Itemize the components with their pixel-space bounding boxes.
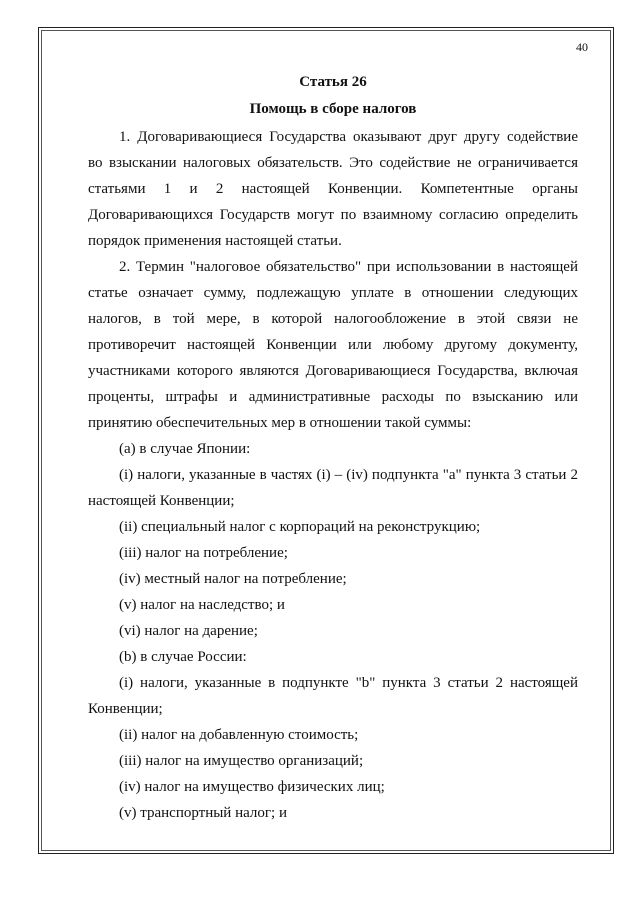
- article-subtitle: Помощь в сборе налогов: [249, 101, 417, 117]
- list-item: (iv) местный налог на потребление;: [119, 571, 347, 587]
- text-line: противоречит настоящей Конвенции или любому другому документу,: [88, 337, 578, 353]
- text-line: налогов, в той мере, в которой налогообложение в этой связи не: [88, 311, 578, 327]
- list-item: (i) налоги, указанные в частях (i) – (iv) подпункта "a" пункта 3 статьи 2: [119, 467, 578, 483]
- text-line: принятию обеспечительных мер в отношении такой суммы:: [88, 415, 472, 431]
- list-item: (i) налоги, указанные в подпункте "b" пункта 3 статьи 2 настоящей: [119, 675, 578, 691]
- list-item: (v) транспортный налог; и: [119, 805, 287, 821]
- text-line: 1. Договаривающиеся Государства оказывают друг другу содействие: [119, 129, 578, 145]
- list-item: (iii) налог на имущество организаций;: [119, 753, 364, 769]
- list-item: (ii) специальный налог с корпораций на реконструкцию;: [119, 519, 481, 535]
- list-item: (b) в случае России:: [119, 649, 247, 665]
- text-line: во взыскании налоговых обязательств. Это содействие не ограничивается: [88, 155, 578, 171]
- text-line: порядок применения настоящей статьи.: [88, 233, 342, 249]
- list-item: (v) налог на наследство; и: [119, 597, 285, 613]
- text-line: статье означает сумму, подлежащую уплате в отношении следующих: [88, 285, 578, 301]
- list-item: (iii) налог на потребление;: [119, 545, 288, 561]
- text-line: проценты, штрафы и административные расходы по взысканию или: [88, 389, 578, 405]
- list-item: (vi) налог на дарение;: [119, 623, 258, 639]
- list-item: (a) в случае Японии:: [119, 441, 251, 457]
- text-line: 2. Термин "налоговое обязательство" при использовании в настоящей: [119, 259, 578, 275]
- text-line: Договаривающихся Государств могут по взаимному согласию определить: [88, 207, 578, 223]
- page-number: 40: [576, 40, 588, 54]
- text-line: участниками которого являются Договаривающиеся Государства, включая: [88, 363, 578, 379]
- text-line: Конвенции;: [88, 701, 163, 717]
- text-line: настоящей Конвенции;: [88, 493, 235, 509]
- list-item: (iv) налог на имущество физических лиц;: [119, 779, 385, 795]
- article-title: Статья 26: [299, 74, 367, 90]
- text-line: статьями 1 и 2 настоящей Конвенции. Компетентные органы: [88, 181, 578, 197]
- list-item: (ii) налог на добавленную стоимость;: [119, 727, 359, 743]
